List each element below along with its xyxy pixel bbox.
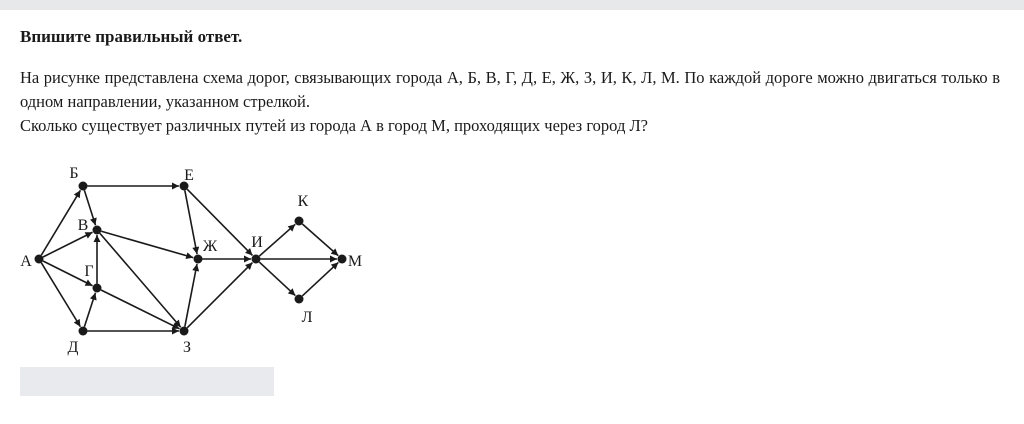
road-i-l: [259, 262, 295, 296]
city-node-zh: [194, 255, 203, 264]
city-label-k: К: [297, 193, 309, 210]
road-z-i: [187, 263, 252, 328]
city-label-l: Л: [301, 309, 313, 326]
city-node-b: [79, 182, 88, 191]
city-label-z: З: [182, 339, 192, 356]
road-e-i: [187, 189, 252, 255]
city-node-i: [252, 255, 261, 264]
city-label-v: В: [77, 217, 89, 234]
road-d-g: [84, 293, 95, 327]
road-a-v: [43, 232, 93, 257]
road-a-b: [41, 190, 80, 255]
city-node-k: [295, 217, 304, 226]
city-node-d: [79, 327, 88, 336]
city-node-m: [338, 255, 347, 264]
question-text: [20, 66, 1000, 138]
city-node-a: [35, 255, 44, 264]
road-v-zh: [101, 231, 193, 257]
top-bar: [0, 0, 1024, 10]
answer-input[interactable]: [20, 367, 274, 396]
city-label-e: Е: [184, 167, 194, 184]
road-diagram: [0, 150, 400, 360]
city-node-z: [180, 327, 189, 336]
city-label-g: Г: [84, 263, 94, 280]
city-label-i: И: [251, 234, 263, 251]
city-label-d: Д: [67, 339, 79, 356]
road-k-m: [302, 224, 338, 256]
task-heading: Впишите правильный ответ.: [20, 27, 243, 46]
city-label-a: А: [20, 253, 32, 270]
road-v-z: [100, 233, 181, 327]
road-l-m: [302, 262, 338, 296]
road-e-zh: [185, 190, 197, 254]
city-label-zh: Ж: [202, 238, 218, 255]
road-a-d: [41, 263, 80, 327]
road-z-zh: [185, 264, 197, 327]
question-paragraph-2: Сколько существует различных путей из города А в город М, проходящих через город Л?: [20, 116, 648, 135]
city-node-v: [93, 226, 102, 235]
city-label-b: Б: [69, 165, 79, 182]
road-g-z: [101, 290, 179, 329]
question-paragraph-1: На рисунке представлена схема дорог, связывающих города А, Б, В, Г, Д, Е, Ж, З, И, К, Л, М. По каждой дороге можно двигаться только в одном направлении, указанном стрелкой.: [20, 68, 1000, 111]
city-node-g: [93, 284, 102, 293]
road-i-k: [259, 224, 295, 256]
city-node-l: [295, 295, 304, 304]
city-label-m: М: [347, 253, 363, 270]
